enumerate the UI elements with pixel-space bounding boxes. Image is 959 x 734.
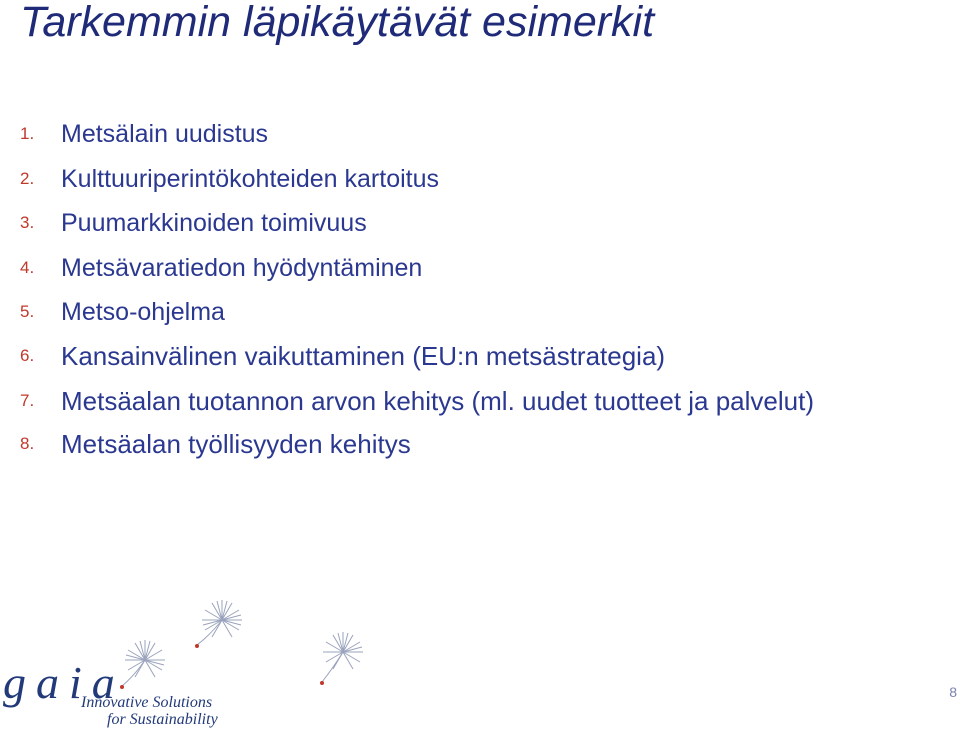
list-item-number: 6. [20,346,35,365]
logo-tagline-line1: Innovative Solutions [81,694,213,711]
list-item-number: 4. [20,258,35,277]
list-item [0,422,940,462]
list-item-number: 3. [20,213,35,232]
list-item [0,112,940,152]
logo-tagline-line2: for Sustainability [107,711,218,728]
list-item-text: Kansainvälinen vaikuttaminen (EU:n metsästrategia) [61,341,666,371]
list-item-number: 1. [20,124,35,143]
page-number: 8 [949,684,957,700]
list-item-text: Metsälain uudistus [61,120,269,148]
list-item [0,379,940,419]
list-item [0,246,940,286]
list-item-text: Metsäalan työllisyyden kehitys [61,429,411,459]
list-item-text: Metsävaratiedon hyödyntäminen [61,254,423,282]
list-item-number: 8. [20,434,35,453]
list-item [0,157,940,197]
gaia-logo: gaia [3,657,125,708]
list-item [0,334,940,374]
list-item [0,290,940,330]
list-item-text: Metsäalan tuotannon arvon kehitys (ml. uudet tuotteet ja palvelut) [61,386,814,416]
list-item-text: Puumarkkinoiden toimivuus [61,209,367,237]
slide-title: Tarkemmin läpikäytävät esimerkit [20,0,655,46]
list-item [0,201,940,241]
list-item-text: Kulttuuriperintökohteiden kartoitus [61,165,440,193]
list-item-number: 5. [20,302,35,321]
list-item-number: 7. [20,391,35,410]
list-item-number: 2. [20,169,35,188]
list-item-text: Metso-ohjelma [61,298,225,326]
